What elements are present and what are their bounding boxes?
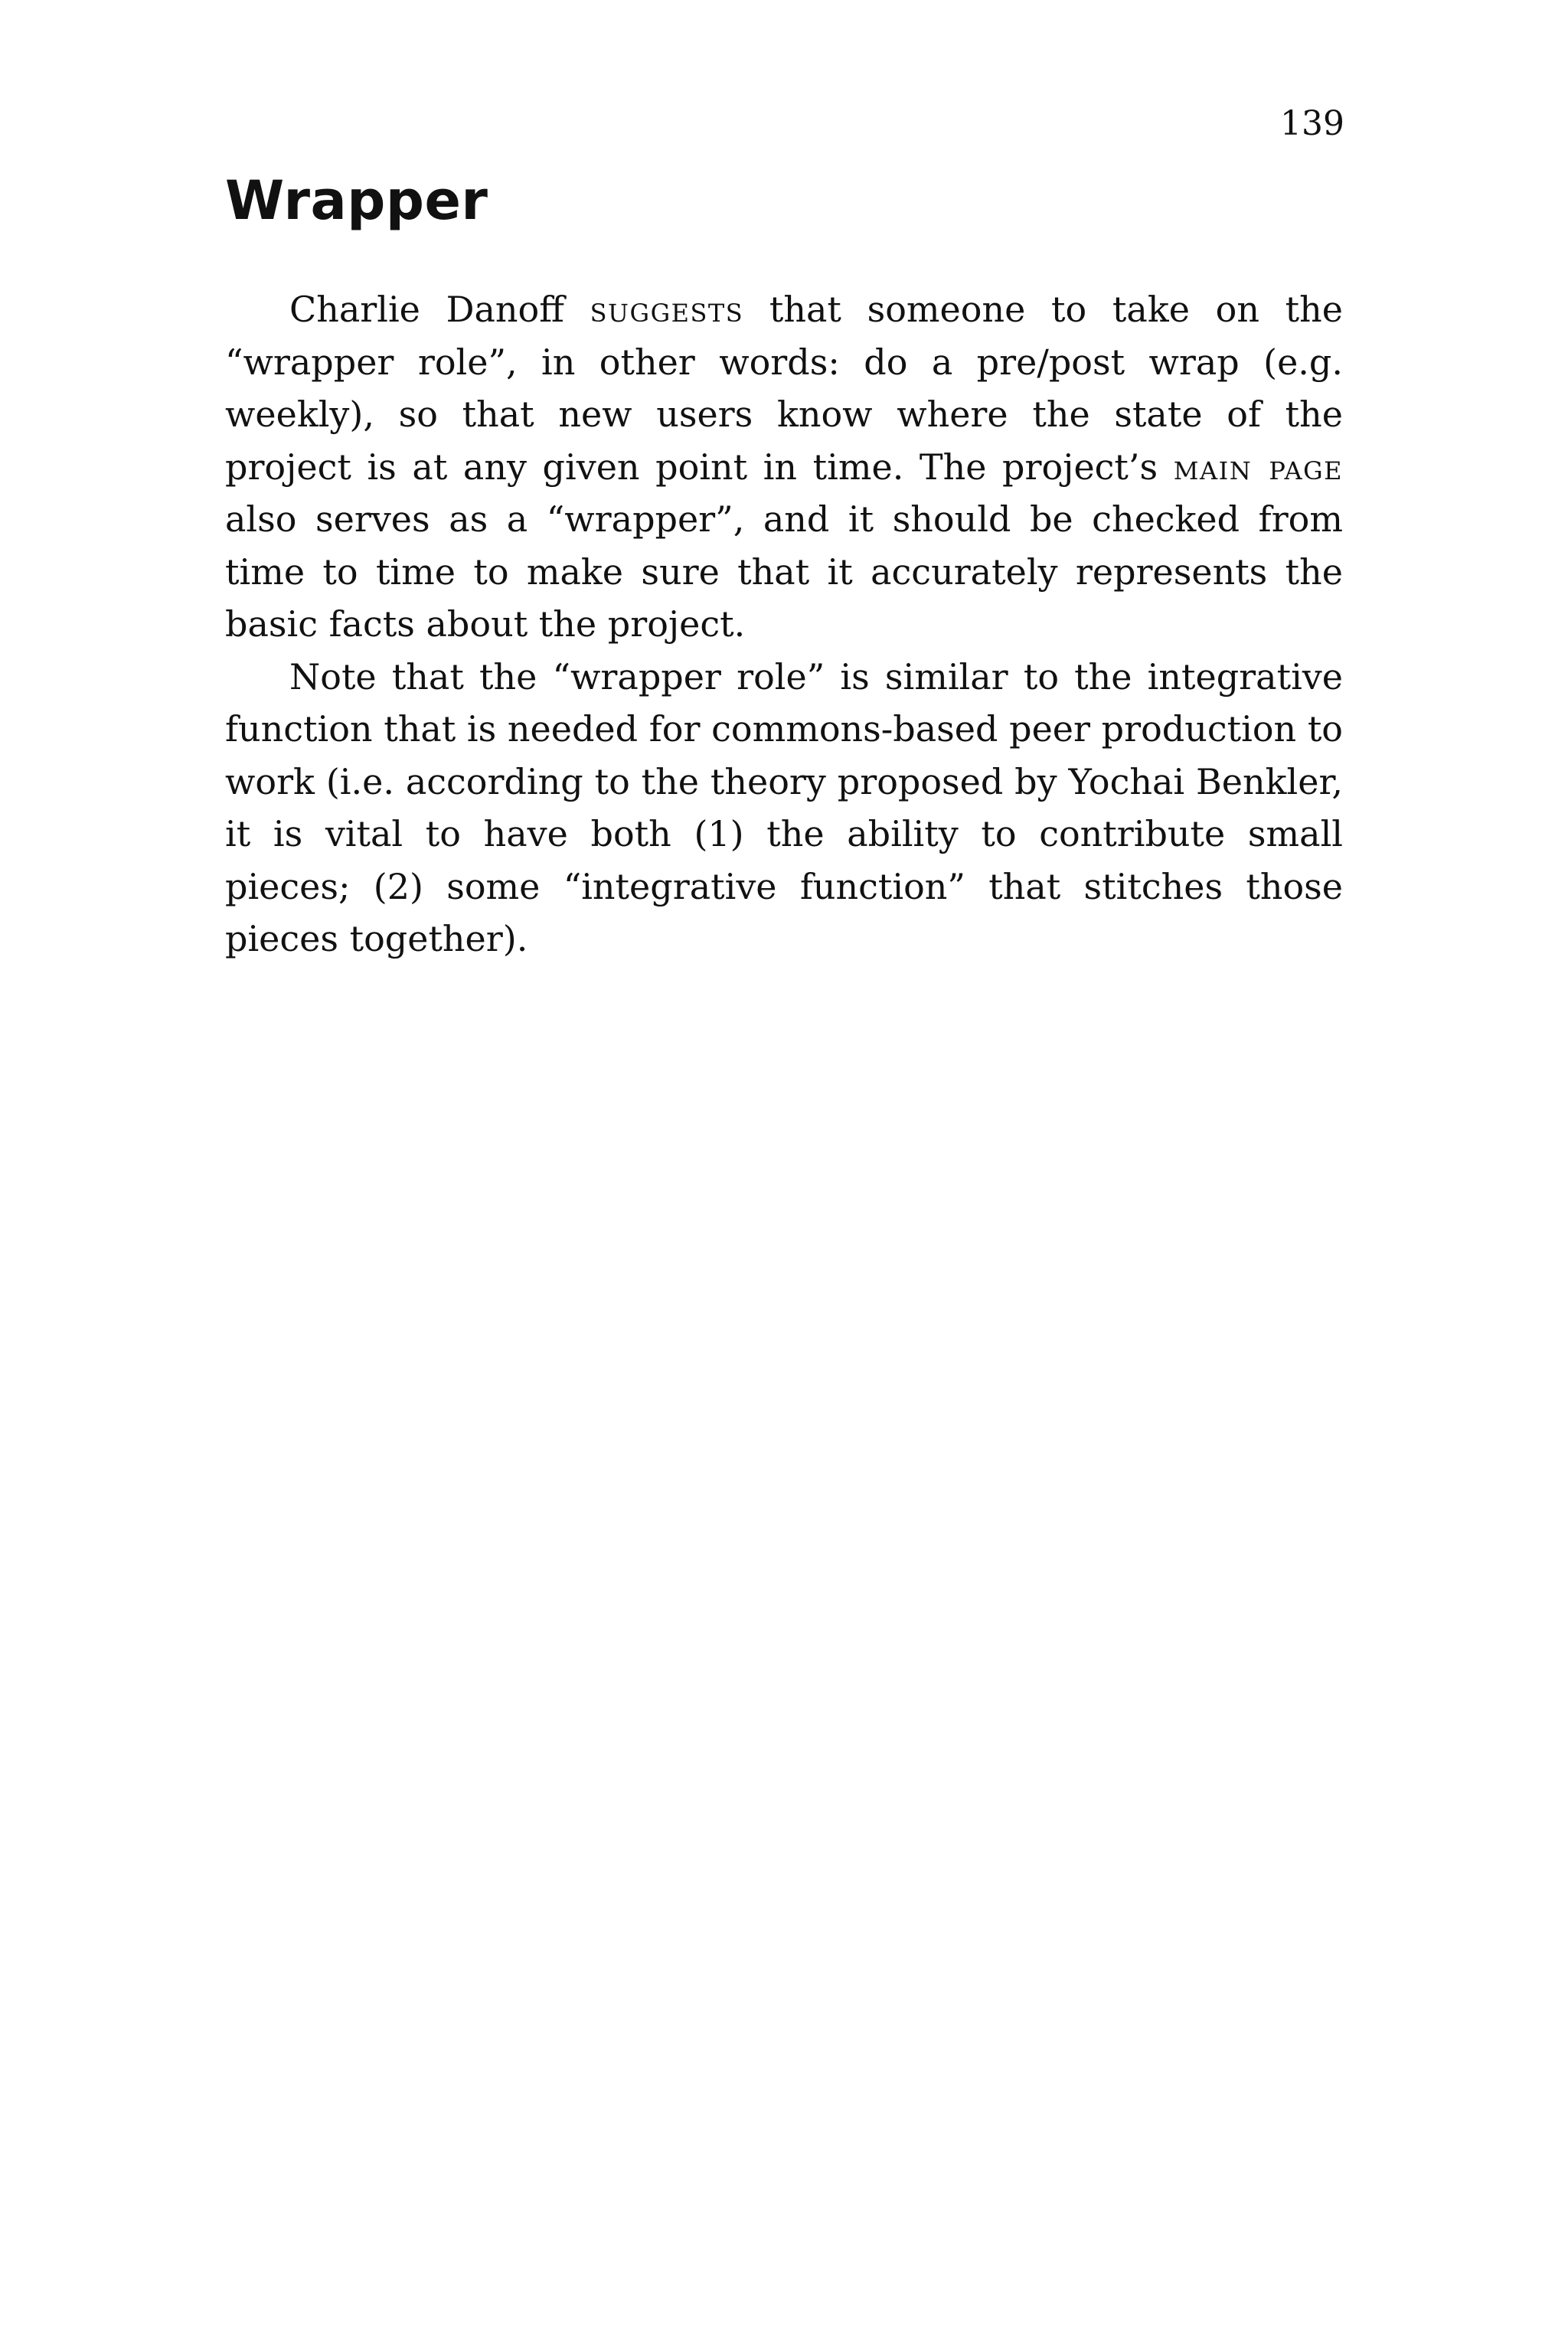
paragraph-2: Note that the “wrapper role” is similar to the integrative function that is needed for commons-based peer production to work (i.e. according to the theory proposed by Yochai Benkler, it is vital to have both (1) the ability to contribute small pieces; (2) some “integrative function” that stitches those pieces together).: [225, 655, 1343, 959]
paragraph-1-text-a: Charlie Danoff: [289, 289, 590, 330]
paragraph-1-text-b: that someone to take on the “wrapper role”, in other words: do a pre/post wrap (e.g. weekly), so that new users know where the state of the project is at any given point in time. The project’s: [225, 289, 1344, 488]
paragraph-1-text-c: also serves as a “wrapper”, and it should be checked from time to time to make sure that it accurately represents the basic facts about the project.: [225, 498, 1343, 645]
body-text: [225, 283, 1343, 965]
suggests-link[interactable]: suggests: [590, 289, 744, 330]
page-number: 139: [1280, 104, 1344, 143]
paragraph-1: [225, 283, 1343, 651]
section-title: Wrapper: [225, 169, 488, 232]
main-page-link[interactable]: main page: [1173, 446, 1343, 488]
